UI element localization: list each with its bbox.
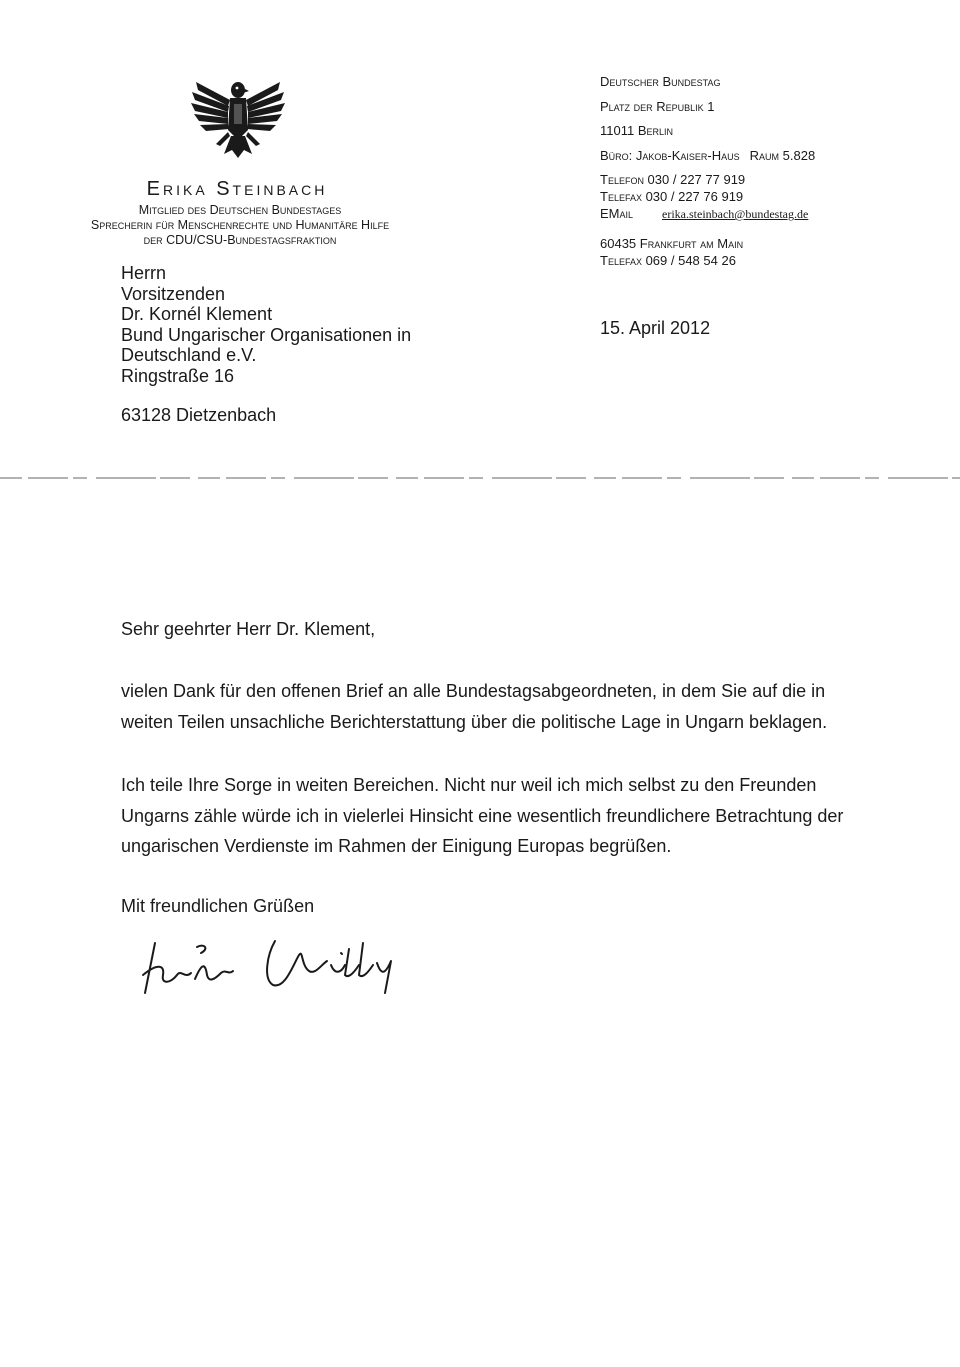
recipient-line: Deutschland e.V. — [121, 345, 257, 365]
recipient-address — [121, 263, 411, 386]
fold-line — [0, 475, 960, 481]
office-room-number: Raum 5.828 — [749, 148, 816, 163]
email-link[interactable]: erika.steinbach@bundestag.de — [662, 207, 809, 221]
letter-date: 15. April 2012 — [600, 318, 711, 338]
bundesadler-emblem-icon — [188, 78, 288, 160]
closing: Mit freundlichen Grüßen — [121, 896, 315, 916]
office-fax: Telefax 030 / 227 76 919 — [600, 189, 744, 204]
office-room — [600, 148, 815, 163]
recipient-line: Dr. Kornél Klement — [121, 304, 273, 324]
recipient-city: 63128 Dietzenbach — [121, 405, 277, 425]
paragraph-line: Ungarns zähle würde ich in vielerlei Hinsicht eine wesentlich freundlichere Betrachtung der — [121, 805, 844, 826]
office-org: Deutscher Bundestag — [600, 74, 721, 89]
office-email — [600, 206, 808, 222]
sender-title-line: Sprecherin für Menschenrechte und Humanitäre Hilfe — [90, 218, 390, 232]
office-phone: Telefon 030 / 227 77 919 — [600, 172, 746, 187]
sender-title-line: Mitglied des Deutschen Bundestages — [138, 203, 342, 217]
paragraph-line: vielen Dank für den offenen Brief an alle Bundestagsabgeordneten, in dem Sie auf die in — [121, 681, 826, 701]
recipient-line: Vorsitzenden — [121, 283, 226, 304]
paragraph-line: weiten Teilen unsachliche Berichterstattung über die politische Lage in Ungarn beklagen. — [121, 711, 828, 732]
handwritten-signature — [135, 935, 435, 1000]
recipient-line: Herrn — [121, 263, 167, 283]
office-building: Büro: Jakob-Kaiser-Haus — [600, 148, 740, 163]
paragraph — [121, 676, 827, 737]
sender-name: Erika Steinbach — [146, 178, 328, 200]
frankfurt-city: 60435 Frankfurt am Main — [600, 236, 744, 251]
recipient-line: Ringstraße 16 — [121, 365, 235, 386]
office-street: Platz der Republik 1 — [600, 99, 715, 114]
sender-title-line: der CDU/CSU-Bundestagsfraktion — [143, 233, 337, 247]
email-label: EMail — [600, 206, 634, 221]
paragraph-line: Ich teile Ihre Sorge in weiten Bereichen. Nicht nur weil ich mich selbst zu den Freunden — [121, 775, 817, 795]
office-city: 11011 Berlin — [600, 123, 674, 138]
paragraph-line: ungarischen Verdienste im Rahmen der Einigung Europas begrüßen. — [121, 836, 672, 856]
salutation: Sehr geehrter Herr Dr. Klement, — [121, 619, 376, 639]
frankfurt-fax: Telefax 069 / 548 54 26 — [600, 253, 736, 268]
recipient-line: Bund Ungarischer Organisationen in — [121, 324, 412, 345]
paragraph — [121, 770, 843, 862]
